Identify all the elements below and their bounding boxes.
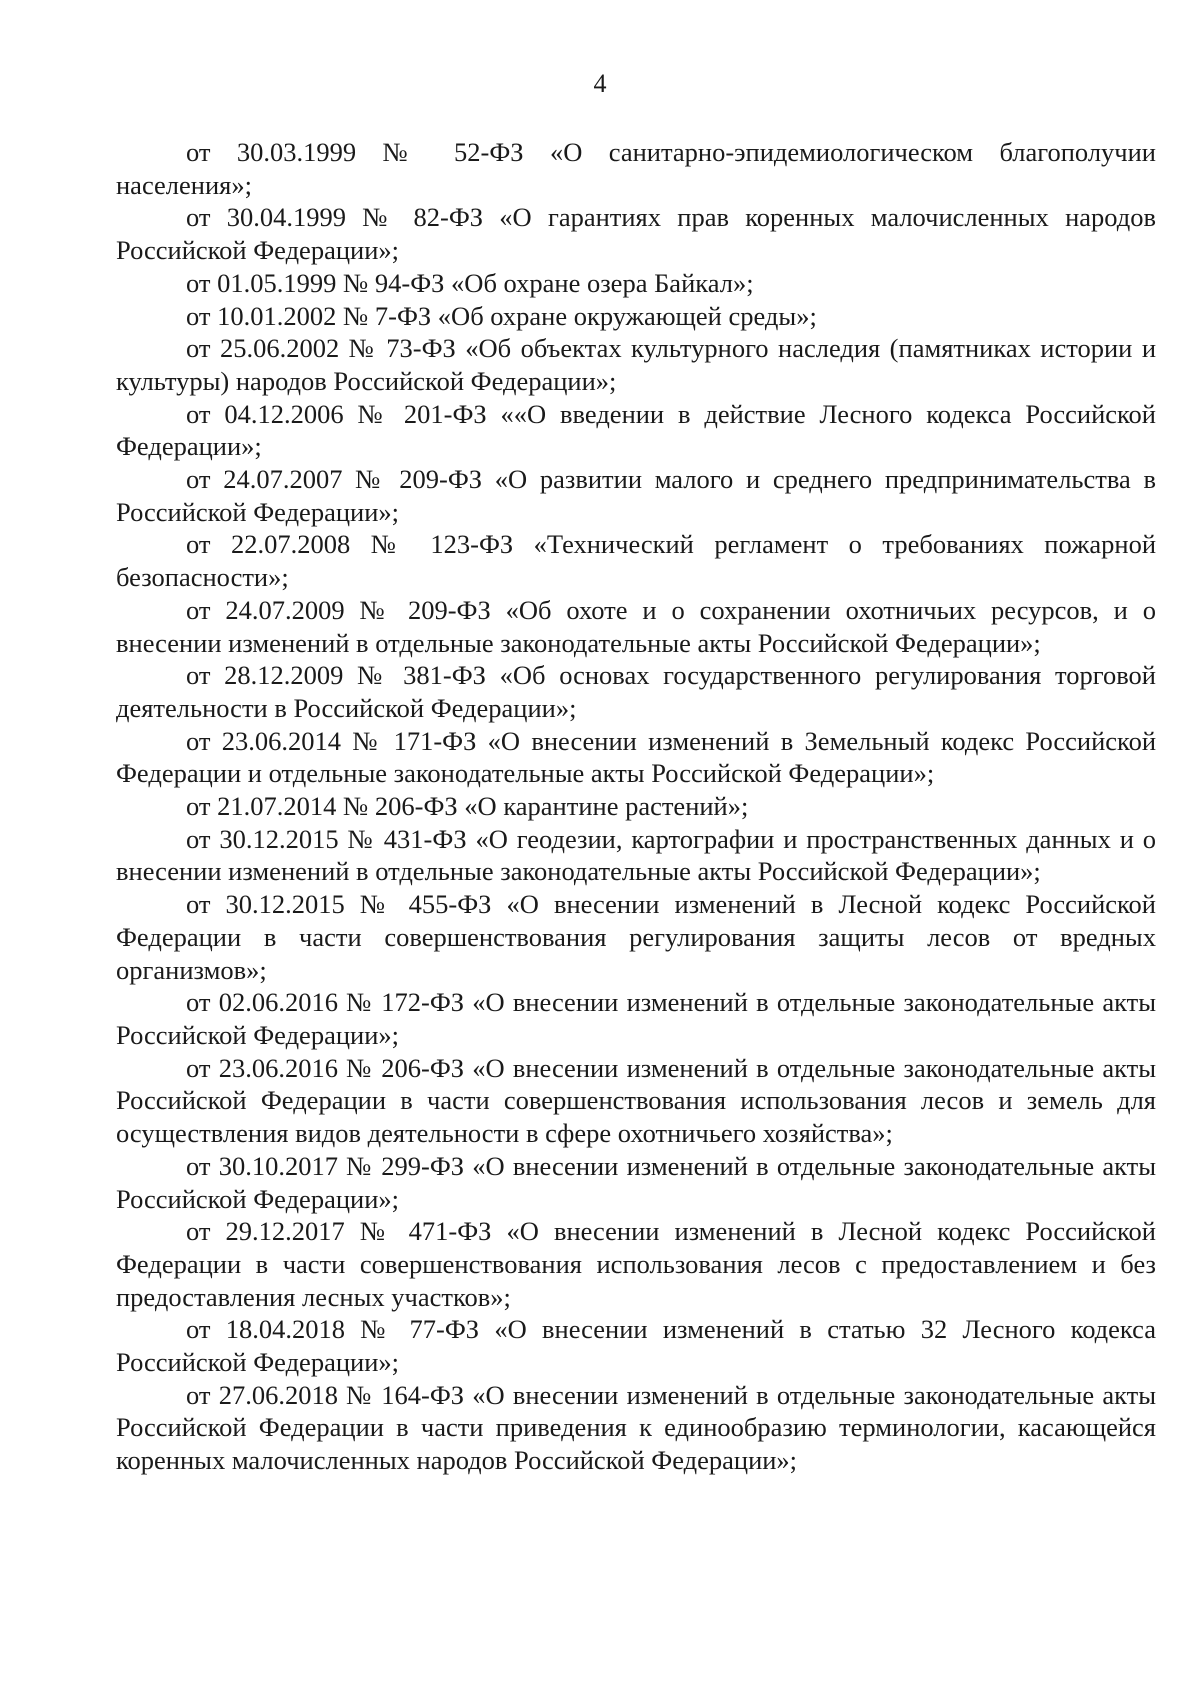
page-number: 4: [593, 69, 607, 98]
law-entry: от 28.12.2009 № 381-ФЗ «Об основах государственного регулирования торговой деятельности в Российской Федерации»;: [116, 660, 1156, 723]
law-entry: от 27.06.2018 № 164-ФЗ «О внесении изменений в отдельные законодательные акты Российской Федерации в части приведения к единообразию терминологии, касающейся коренных малочисленных народов Российской Федерации»;: [116, 1379, 1156, 1476]
law-list: [116, 136, 1156, 1477]
law-entry: от 02.06.2016 № 172-ФЗ «О внесении изменений в отдельные законодательные акты Российской Федерации»;: [116, 987, 1156, 1050]
law-entry: от 30.03.1999 № 52-ФЗ «О санитарно-эпидемиологическом благополучии населения»;: [116, 137, 1156, 200]
law-entry: от 30.10.2017 № 299-ФЗ «О внесении изменений в отдельные законодательные акты Российской Федерации»;: [116, 1150, 1156, 1214]
law-entry: от 24.07.2007 № 209-ФЗ «О развитии малого и среднего предпринимательства в Российской Федерации»;: [116, 464, 1156, 527]
law-entry: от 10.01.2002 № 7-ФЗ «Об охране окружающей среды»;: [186, 300, 817, 331]
law-entry: от 30.04.1999 № 82-ФЗ «О гарантиях прав коренных малочисленных народов Российской Федерации»;: [116, 202, 1156, 266]
law-entry: от 29.12.2017 № 471-ФЗ «О внесении изменений в Лесной кодекс Российской Федерации в части совершенствования использования лесов с предоставлением и без предоставления лесных участков»;: [116, 1216, 1156, 1312]
law-entry: от 30.12.2015 № 455-ФЗ «О внесении изменений в Лесной кодекс Российской Федерации в части совершенствования регулирования защиты лесов от вредных организмов»;: [116, 889, 1156, 985]
law-entry: от 24.07.2009 № 209-ФЗ «Об охоте и о сохранении охотничьих ресурсов, и о внесении изменений в отдельные законодательные акты Российской Федерации»;: [116, 594, 1156, 658]
law-entry: от 01.05.1999 № 94-ФЗ «Об охране озера Байкал»;: [186, 267, 754, 298]
law-entry: от 30.12.2015 № 431-ФЗ «О геодезии, картографии и пространственных данных и о внесении изменений в отдельные законодательные акты Российской Федерации»;: [116, 823, 1156, 887]
law-entry: от 18.04.2018 № 77-ФЗ «О внесении изменений в статью 32 Лесного кодекса Российской Федерации»;: [116, 1314, 1156, 1378]
law-entry: от 22.07.2008 № 123-ФЗ «Технический регламент о требованиях пожарной безопасности»;: [116, 529, 1156, 593]
law-entry: от 25.06.2002 № 73-ФЗ «Об объектах культурного наследия (памятниках истории и культуры) народов Российской Федерации»;: [116, 333, 1156, 396]
law-entry: от 04.12.2006 № 201-ФЗ ««О введении в действие Лесного кодекса Российской Федерации»;: [116, 398, 1156, 462]
law-entry: от 23.06.2016 № 206-ФЗ «О внесении изменений в отдельные законодательные акты Российской Федерации в части совершенствования использования лесов и земель для осуществления видов деятельности в сфере охотничьего хозяйства»;: [116, 1052, 1156, 1149]
law-entry: от 21.07.2014 № 206-ФЗ «О карантине растений»;: [186, 791, 749, 822]
law-entry: от 23.06.2014 № 171-ФЗ «О внесении изменений в Земельный кодекс Российской Федерации и отдельные законодательные акты Российской Федерации»;: [116, 725, 1156, 789]
